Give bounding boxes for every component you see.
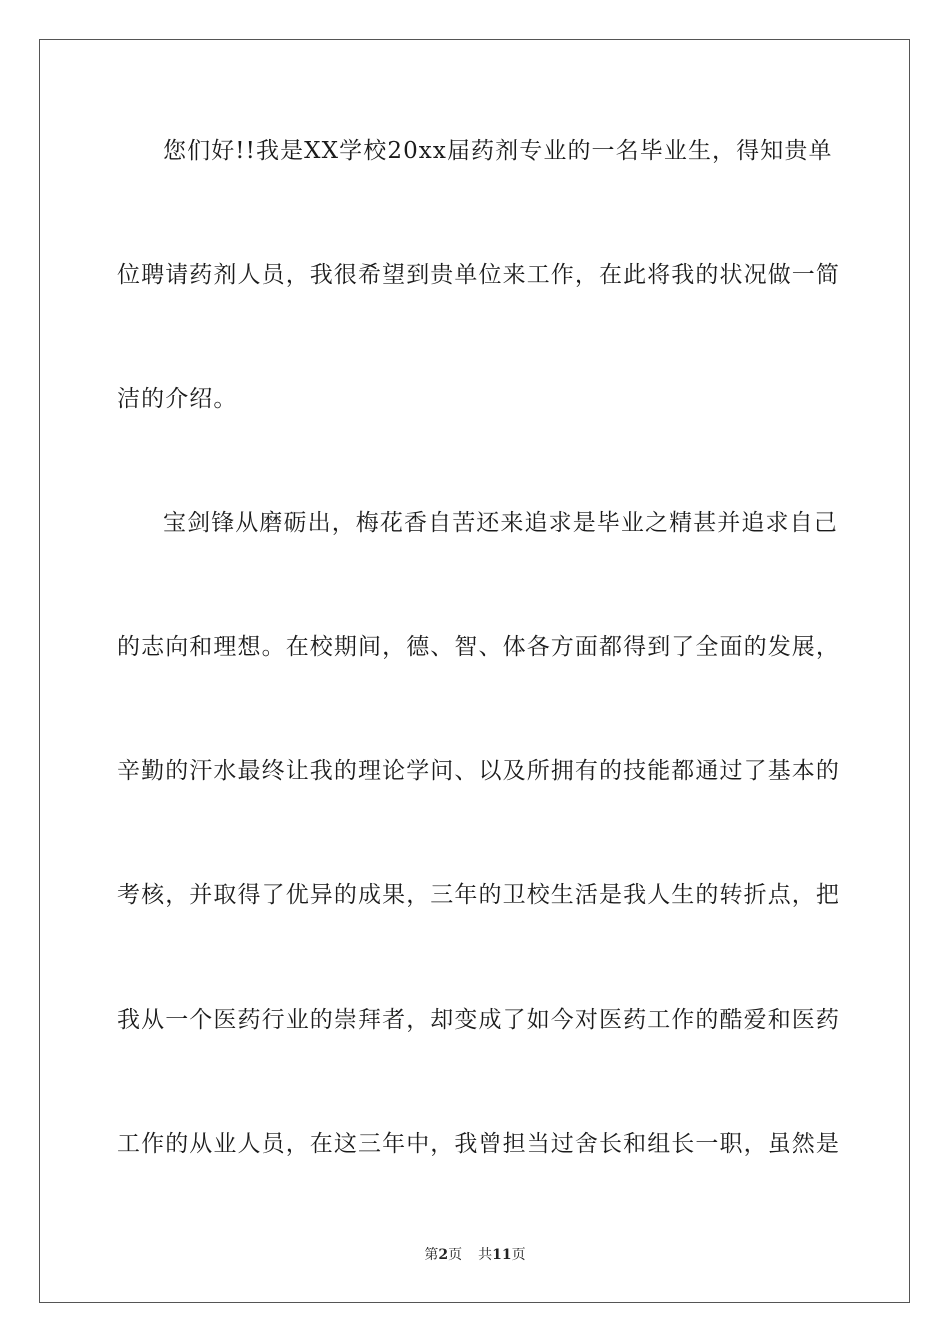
footer-total-suffix: 页	[511, 1247, 526, 1263]
page-frame	[39, 39, 910, 1303]
footer-page-total: 11	[492, 1247, 512, 1263]
paragraph-2-line-1: 宝剑锋从磨砺出，梅花香自苦还来追求是毕业之精甚并追求自己	[163, 510, 838, 536]
footer-page-prefix: 第	[424, 1247, 439, 1263]
paragraph-2-line-4: 考核，并取得了优异的成果，三年的卫校生活是我人生的转折点，把	[117, 882, 840, 908]
paragraph-1-line-2: 位聘请药剂人员，我很希望到贵单位来工作，在此将我的状况做一简	[117, 262, 840, 288]
paragraph-2-line-6: 工作的从业人员，在这三年中，我曾担当过舍长和组长一职，虽然是	[117, 1131, 840, 1157]
footer-total-prefix: 共	[478, 1247, 493, 1263]
paragraph-2-line-3: 辛勤的汗水最终让我的理论学问、以及所拥有的技能都通过了基本的	[117, 758, 840, 784]
footer-page-suffix: 页	[448, 1247, 463, 1263]
paragraph-2-line-5: 我从一个医药行业的崇拜者，却变成了如今对医药工作的酷爱和医药	[117, 1007, 840, 1033]
page-footer	[0, 1246, 950, 1264]
paragraph-2-line-2: 的志向和理想。在校期间，德、智、体各方面都得到了全面的发展，	[117, 634, 840, 660]
paragraph-1-line-1: 您们好!!我是XX学校20xx届药剂专业的一名毕业生，得知贵单	[163, 138, 833, 164]
paragraph-1-line-3: 洁的介绍。	[117, 386, 238, 412]
footer-page-current: 2	[438, 1247, 449, 1263]
